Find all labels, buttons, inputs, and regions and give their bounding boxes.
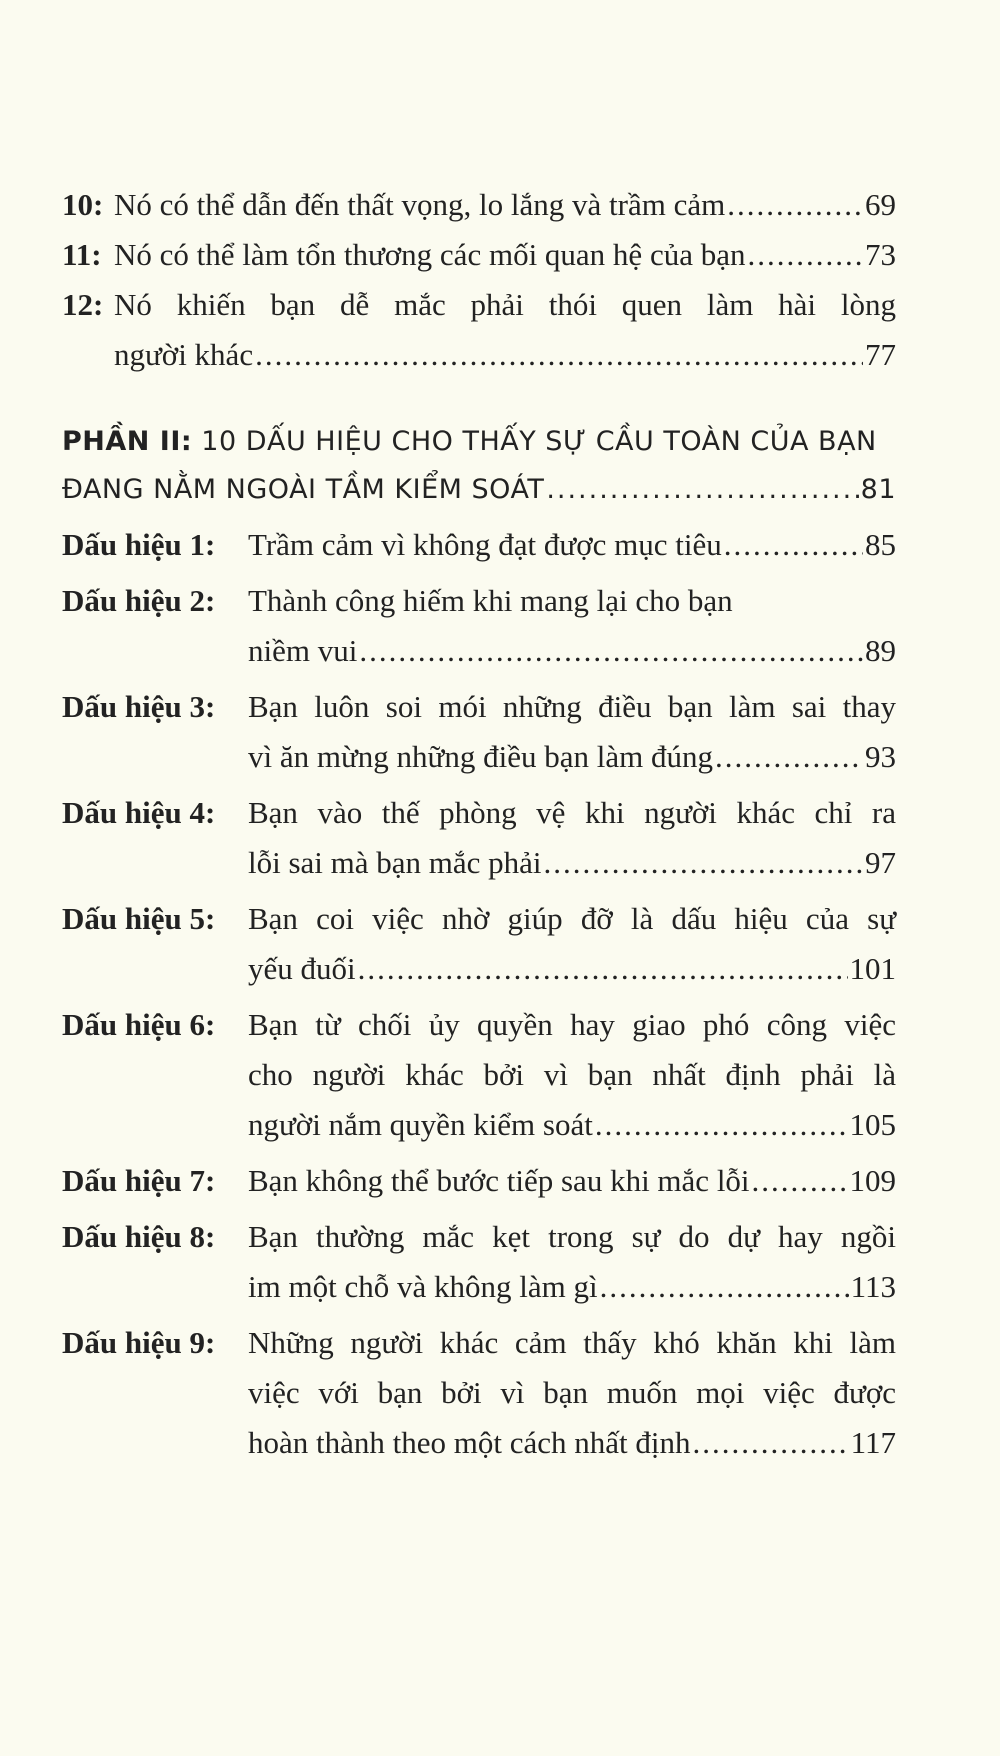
table-of-contents [62, 180, 896, 1474]
toc-entry-sign-2[interactable] [62, 576, 896, 676]
page-number: 113 [850, 1269, 896, 1304]
page-number: 101 [849, 951, 896, 986]
dot-leader [600, 1262, 849, 1312]
dot-leader [595, 1100, 848, 1150]
entry-number: 10: [62, 187, 104, 222]
page-number: 93 [865, 739, 896, 774]
dot-leader [546, 466, 858, 514]
dot-leader [358, 944, 848, 994]
page-number: 97 [865, 845, 896, 880]
sign-label: Dấu hiệu 4: [62, 795, 216, 830]
entry-title-continuation: người nắm quyền kiểm soát [248, 1107, 593, 1142]
toc-entry-sign-5[interactable] [62, 894, 896, 994]
sign-label: Dấu hiệu 5: [62, 901, 216, 936]
part-title-line-2: ĐANG NẰM NGOÀI TẦM KIỂM SOÁT [62, 474, 545, 505]
entry-title-line: Những người khác cảm thấy khó khăn khi làm [248, 1325, 896, 1360]
toc-entry-sign-8[interactable] [62, 1212, 896, 1312]
entry-title-continuation: người khác [114, 337, 254, 372]
dot-leader [724, 520, 863, 570]
dot-leader [359, 626, 863, 676]
page-number: 77 [865, 337, 896, 372]
sign-label: Dấu hiệu 9: [62, 1325, 216, 1360]
entry-title-line: Bạn thường mắc kẹt trong sự do dự hay ngồi [248, 1219, 896, 1254]
page-number: 109 [849, 1163, 896, 1198]
entry-number: 12: [62, 287, 104, 322]
toc-entry-sign-4[interactable] [62, 788, 896, 888]
dot-leader [715, 732, 863, 782]
sign-label: Dấu hiệu 8: [62, 1219, 216, 1254]
page-number: 73 [865, 237, 896, 272]
entry-title-continuation: yếu đuối [248, 951, 356, 986]
page-number: 89 [865, 633, 896, 668]
toc-entry-sign-3[interactable] [62, 682, 896, 782]
entry-title: Nó có thể dẫn đến thất vọng, lo lắng và trầm cảm [114, 187, 726, 222]
entry-number: 11: [62, 237, 102, 272]
dot-leader [693, 1418, 849, 1468]
entry-title-line: cho người khác bởi vì bạn nhất định phải là [248, 1057, 896, 1092]
toc-entry-sign-6[interactable] [62, 1000, 896, 1150]
sign-label: Dấu hiệu 3: [62, 689, 216, 724]
part-title-line-1: 10 DẤU HIỆU CHO THẤY SỰ CẦU TOÀN CỦA BẠN [201, 426, 877, 457]
toc-entry-10[interactable] [62, 180, 896, 230]
dot-leader [752, 1156, 848, 1206]
page-number: 117 [850, 1425, 896, 1460]
part-label: PHẦN II: [62, 426, 193, 457]
toc-entry-sign-9[interactable] [62, 1318, 896, 1468]
entry-title-line: Thành công hiếm khi mang lại cho bạn [248, 583, 733, 618]
entry-title-continuation: hoàn thành theo một cách nhất định [248, 1425, 691, 1460]
part-2-heading[interactable] [62, 418, 896, 514]
sign-label: Dấu hiệu 2: [62, 583, 216, 618]
entry-title-line: việc với bạn bởi vì bạn muốn mọi việc được [248, 1375, 896, 1410]
entry-title: Bạn không thể bước tiếp sau khi mắc lỗi [248, 1163, 750, 1198]
sign-label: Dấu hiệu 7: [62, 1163, 216, 1198]
page-number: 105 [849, 1107, 896, 1142]
sign-label: Dấu hiệu 6: [62, 1007, 216, 1042]
entry-title: Trầm cảm vì không đạt được mục tiêu [248, 527, 722, 562]
entry-title-line: Bạn từ chối ủy quyền hay giao phó công việc [248, 1007, 896, 1042]
entry-title: Nó có thể làm tổn thương các mối quan hệ của bạn [114, 237, 746, 272]
dot-leader [255, 330, 863, 380]
entry-title-line: Bạn luôn soi mói những điều bạn làm sai thay [248, 689, 896, 724]
entry-title-continuation: im một chỗ và không làm gì [248, 1269, 598, 1304]
toc-entry-11[interactable] [62, 230, 896, 280]
entry-title-line: Bạn vào thế phòng vệ khi người khác chỉ ra [248, 795, 896, 830]
dot-leader [727, 180, 863, 230]
page-number: 85 [865, 527, 896, 562]
entry-title-line: Nó khiến bạn dễ mắc phải thói quen làm hài lòng [114, 287, 896, 322]
entry-title-continuation: lỗi sai mà bạn mắc phải [248, 845, 542, 880]
page-number: 69 [865, 187, 896, 222]
page-number: 81 [860, 474, 896, 505]
sign-label: Dấu hiệu 1: [62, 527, 216, 562]
dot-leader [747, 230, 863, 280]
toc-entry-sign-7[interactable] [62, 1156, 896, 1206]
entry-title-continuation: niềm vui [248, 633, 358, 668]
entry-title-continuation: vì ăn mừng những điều bạn làm đúng [248, 739, 713, 774]
dot-leader [544, 838, 863, 888]
toc-entry-sign-1[interactable] [62, 520, 896, 570]
entry-title-line: Bạn coi việc nhờ giúp đỡ là dấu hiệu của sự [248, 901, 896, 936]
toc-entry-12[interactable] [62, 280, 896, 380]
